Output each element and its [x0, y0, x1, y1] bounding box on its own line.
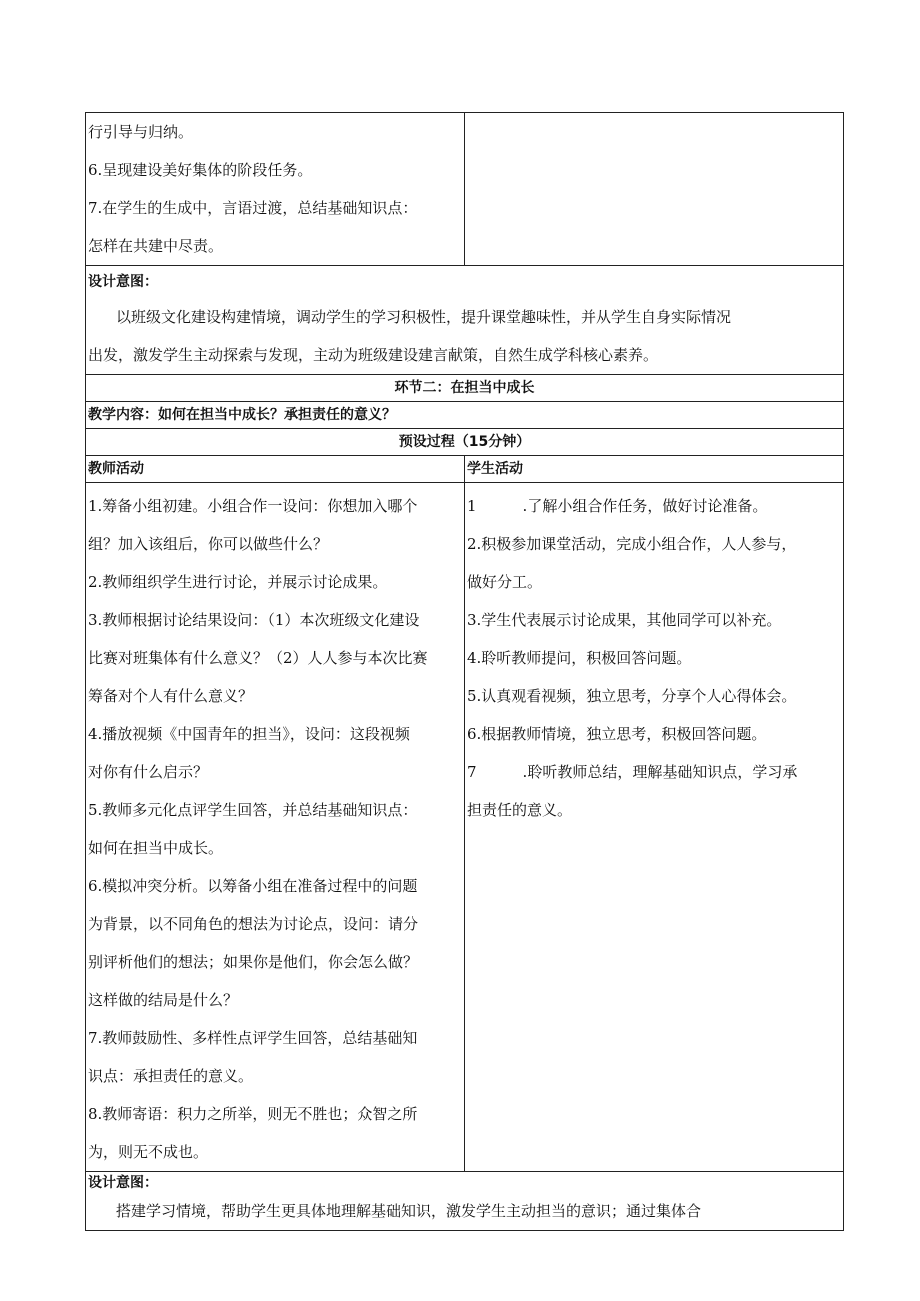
intent1-line: 出发，激发学生主动探索与发现，主动为班级建设建言献策，自然生成学科核心素养。	[88, 346, 659, 364]
top-teacher-line: 6.呈现建设美好集体的阶段任务。	[88, 161, 313, 179]
student-line: 6.根据教师情境，独立思考，积极回答问题。	[467, 725, 767, 743]
teacher-line: 为，则无不成也。	[88, 1143, 209, 1161]
activity-header-row	[86, 456, 844, 483]
intent1-label: 设计意图：	[88, 274, 158, 290]
teacher-line: 这样做的结局是什么？	[88, 991, 239, 1009]
section-title: 环节二：在担当中成长	[86, 375, 844, 402]
top-teacher-cell	[86, 113, 465, 266]
intent2-label: 设计意图：	[88, 1175, 158, 1191]
teaching-content-row	[86, 402, 844, 429]
intent2-cell	[86, 1172, 844, 1231]
student-line: 做好分工。	[467, 573, 543, 591]
teaching-content: 教学内容：如何在担当中成长？承担责任的意义？	[86, 402, 844, 429]
student-item-number: 1	[467, 497, 477, 515]
top-teacher-line: 行引导与归纳。	[88, 123, 194, 141]
student-line: 5.认真观看视频，独立思考，分享个人心得体会。	[467, 687, 797, 705]
teacher-line: 比赛对班集体有什么意义？（2）人人参与本次比赛	[88, 649, 428, 667]
teacher-line: 为背景，以不同角色的想法为讨论点，设问：请分	[88, 915, 419, 933]
activity-row	[86, 483, 844, 1172]
section-title-row	[86, 375, 844, 402]
student-line: 4.聆听教师提问，积极回答问题。	[467, 649, 692, 667]
teacher-line: 4.播放视频《中国青年的担当》，设问：这段视频	[88, 725, 410, 743]
student-line	[467, 487, 841, 525]
top-teacher-line: 7.在学生的生成中，言语过渡，总结基础知识点：	[88, 199, 418, 217]
teacher-activity-header: 教师活动	[86, 456, 465, 483]
teacher-line: 别评析他们的想法；如果你是他们，你会怎么做？	[88, 953, 419, 971]
teacher-line: 8.教师寄语：积力之所举，则无不胜也；众智之所	[88, 1105, 418, 1123]
student-activity-header: 学生活动	[465, 456, 844, 483]
student-activity-cell	[465, 483, 844, 1172]
teacher-line: 1.筹备小组初建。小组合作一设问：你想加入哪个	[88, 497, 418, 515]
teacher-line: 7.教师鼓励性、多样性点评学生回答，总结基础知	[88, 1029, 418, 1047]
student-line: 2.积极参加课堂活动，完成小组合作，人人参与，	[467, 535, 797, 553]
top-teacher-line: 怎样在共建中尽责。	[88, 237, 224, 255]
student-line	[467, 753, 841, 791]
teacher-line: 组？加入该组后，你可以做些什么？	[88, 535, 329, 553]
teacher-line: 如何在担当中成长。	[88, 839, 224, 857]
intent2-line: 搭建学习情境，帮助学生更具体地理解基础知识，激发学生主动担当的意识；通过集体合	[116, 1202, 702, 1220]
student-line: 担责任的意义。	[467, 801, 573, 819]
teacher-line: 5.教师多元化点评学生回答，并总结基础知识点：	[88, 801, 418, 819]
lesson-plan-table	[85, 112, 844, 1231]
intent1-line: 以班级文化建设构建情境，调动学生的学习积极性，提升课堂趣味性，并从学生自身实际情况	[116, 308, 732, 326]
top-student-cell	[465, 113, 844, 266]
teacher-line: 识点：承担责任的意义。	[88, 1067, 254, 1085]
intent1-cell	[86, 266, 844, 375]
process-title: 预设过程（15分钟）	[86, 429, 844, 456]
student-item-text: .了解小组合作任务，做好讨论准备。	[522, 497, 768, 515]
student-item-text: .聆听教师总结，理解基础知识点，学习承	[522, 763, 798, 781]
teacher-line: 2.教师组织学生进行讨论，并展示讨论成果。	[88, 573, 388, 591]
top-activity-row	[86, 113, 844, 266]
teacher-line: 3.教师根据讨论结果设问：（1）本次班级文化建设	[88, 611, 420, 629]
process-row	[86, 429, 844, 456]
teacher-activity-cell	[86, 483, 465, 1172]
intent2-row	[86, 1172, 844, 1231]
student-item-number: 7	[467, 763, 477, 781]
student-line: 3.学生代表展示讨论成果，其他同学可以补充。	[467, 611, 782, 629]
intent1-row	[86, 266, 844, 375]
teacher-line: 6.模拟冲突分析。以筹备小组在准备过程中的问题	[88, 877, 418, 895]
teacher-line: 对你有什么启示？	[88, 763, 209, 781]
teacher-line: 筹备对个人有什么意义？	[88, 687, 254, 705]
